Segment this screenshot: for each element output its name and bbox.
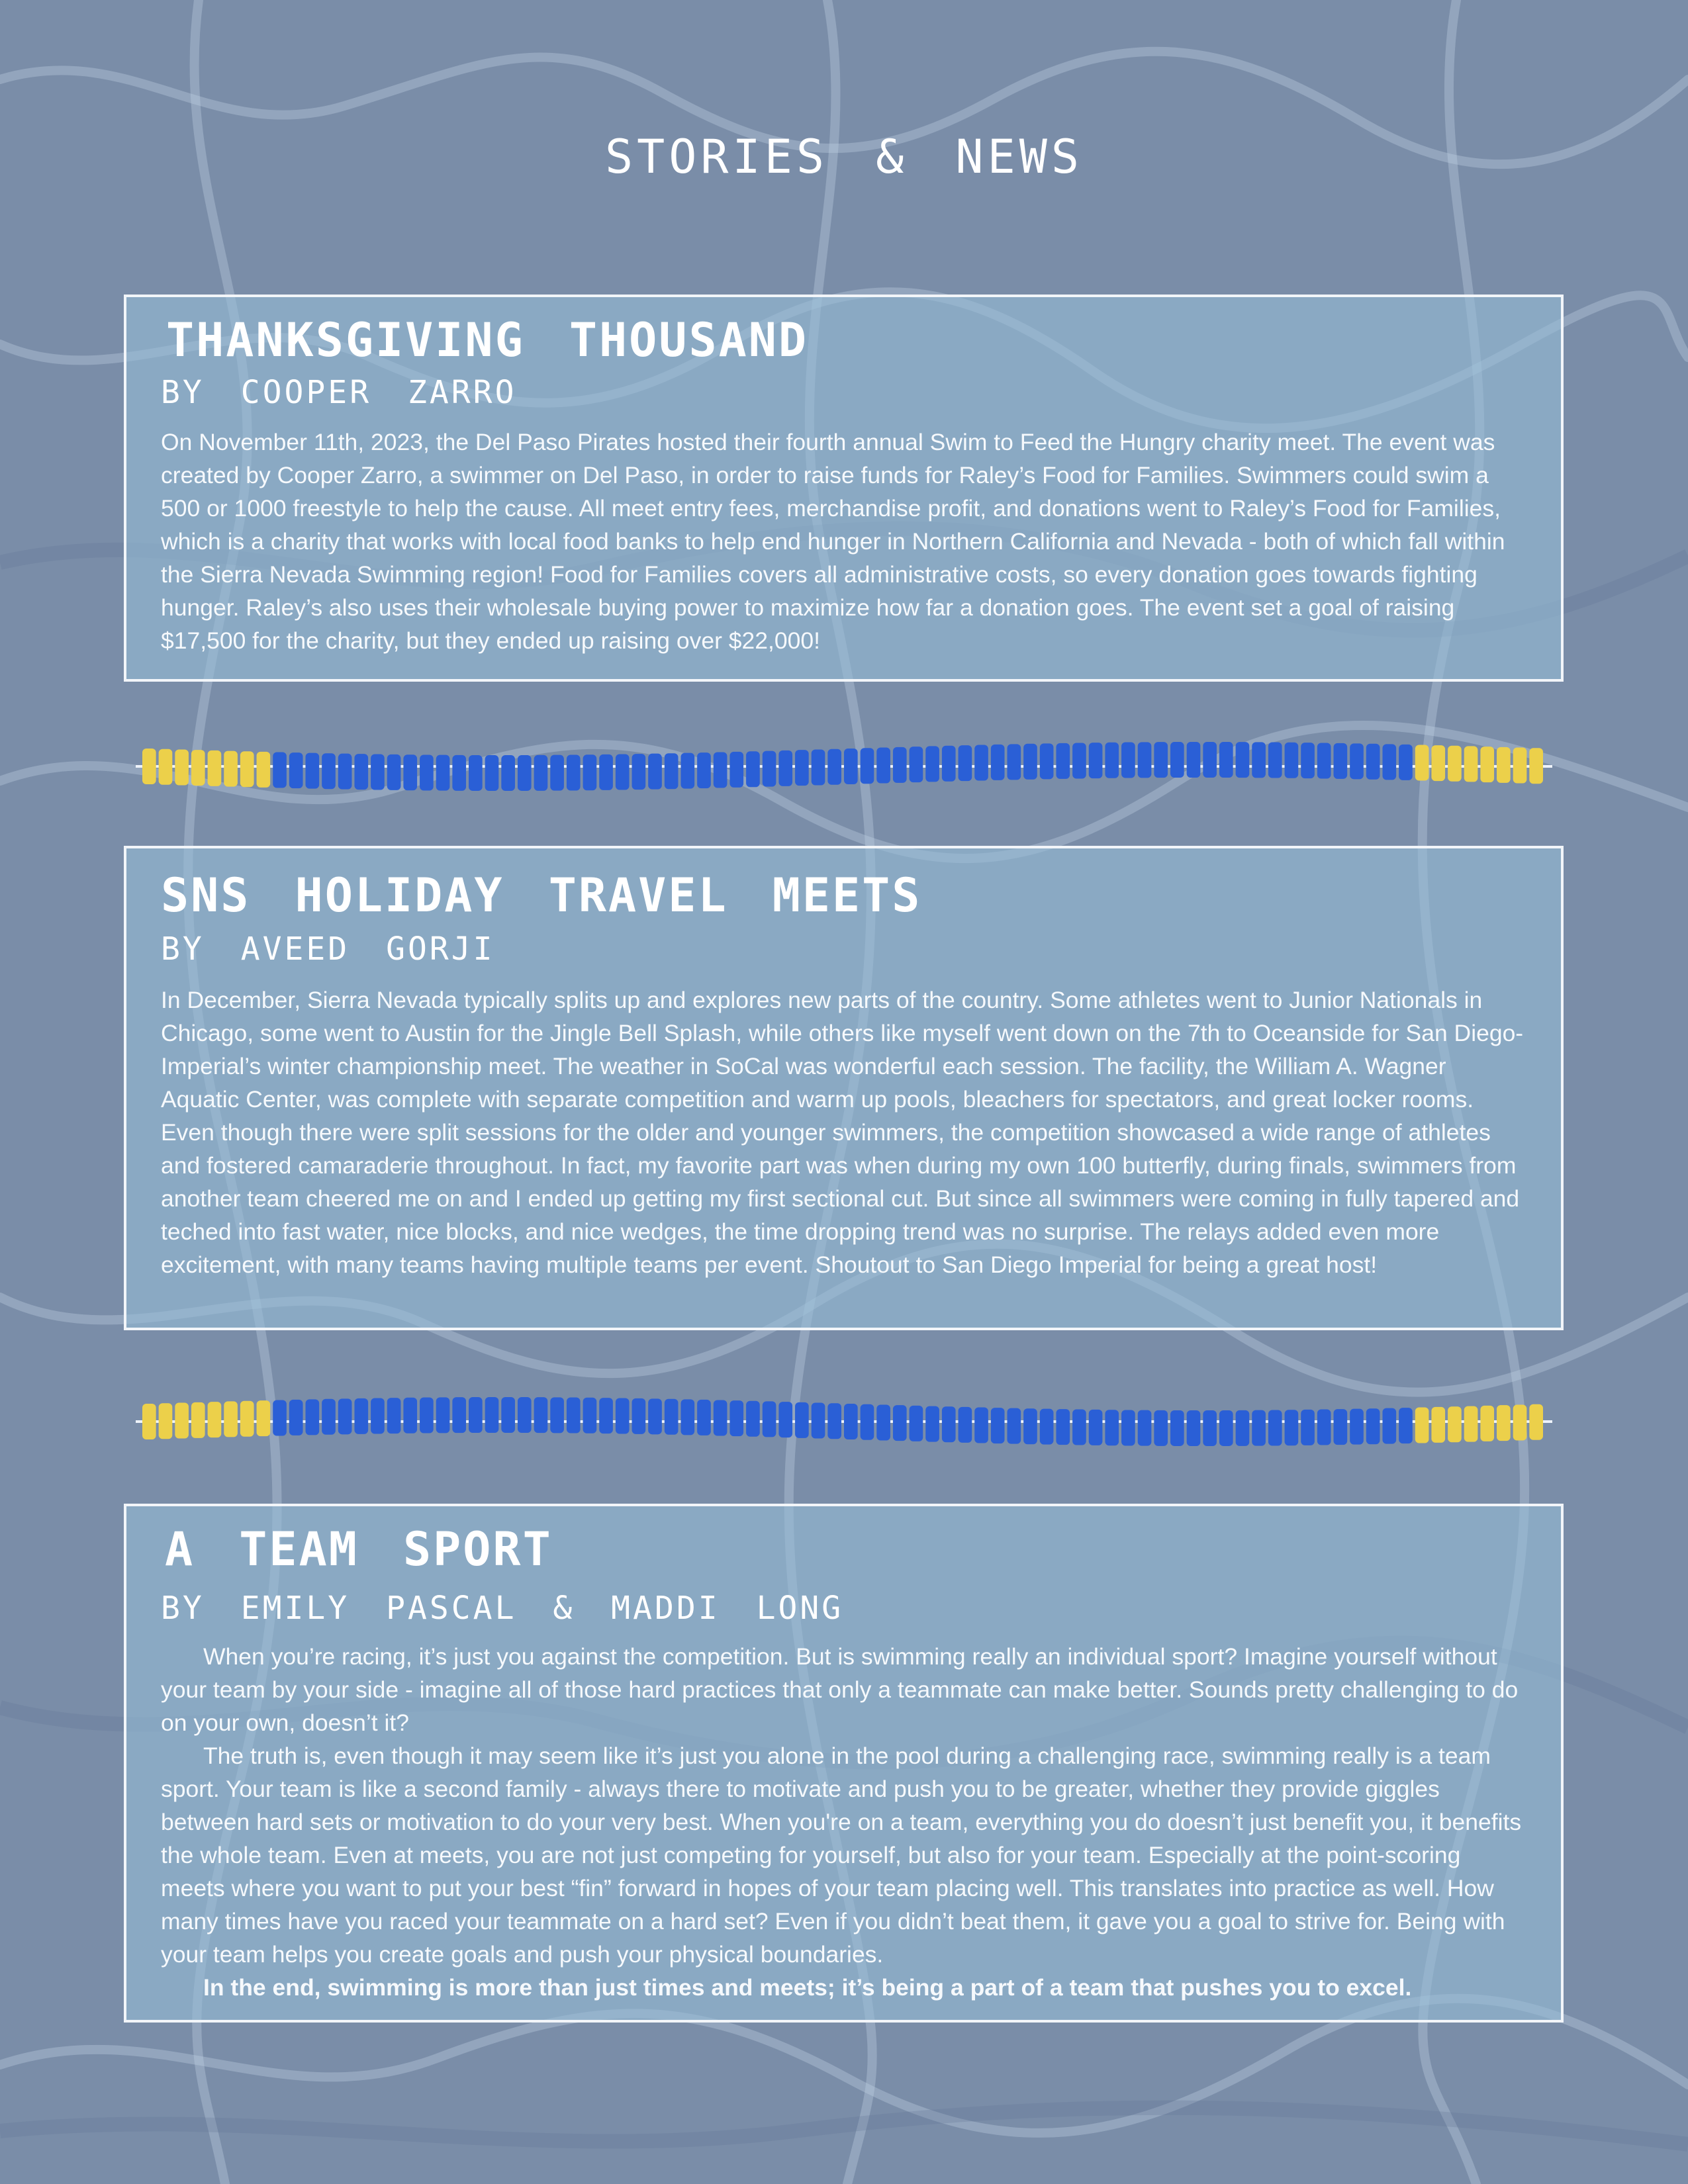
lane-float-blue	[844, 749, 858, 784]
lane-float-blue	[746, 1401, 760, 1437]
lane-float-blue	[1023, 1408, 1037, 1444]
lane-float-yellow	[159, 749, 173, 785]
lane-float-yellow	[159, 1403, 173, 1439]
lane-float-blue	[599, 1398, 613, 1433]
article-closing-line: In the end, swimming is more than just times and meets; it’s being a part of a team that pushes you to excel.	[203, 1974, 1412, 2001]
lane-float-blue	[778, 751, 792, 786]
lane-float-blue	[1138, 742, 1152, 778]
lane-float-yellow	[1480, 1406, 1494, 1441]
lane-float-blue	[1072, 1410, 1086, 1445]
lane-float-yellow	[257, 752, 271, 788]
lane-float-blue	[1072, 743, 1086, 778]
lane-float-blue	[452, 755, 466, 791]
lane-float-yellow	[1448, 1406, 1462, 1442]
lane-float-blue	[893, 1405, 907, 1441]
lane-float-blue	[1008, 1408, 1021, 1444]
lane-float-yellow	[191, 1402, 205, 1438]
article-title: SNS HOLIDAY TRAVEL MEETS	[161, 868, 922, 923]
lane-float-blue	[469, 1397, 483, 1433]
lane-float-blue	[273, 1400, 287, 1435]
lane-float-blue	[648, 754, 662, 790]
lane-float-blue	[925, 746, 939, 782]
lane-float-blue	[1154, 1410, 1168, 1446]
lane-float-blue	[583, 1398, 597, 1433]
lane-float-blue	[910, 1406, 923, 1441]
lane-float-blue	[665, 1399, 679, 1435]
lane-float-blue	[746, 751, 760, 787]
lane-float-blue	[827, 749, 841, 785]
lane-float-blue	[1121, 743, 1135, 778]
lane-float-yellow	[142, 1404, 156, 1439]
lane-float-blue	[1154, 742, 1168, 778]
lane-float-yellow	[224, 1401, 238, 1437]
lane-float-blue	[1187, 742, 1201, 778]
lane-float-blue	[959, 745, 972, 781]
lane-float-blue	[1236, 742, 1250, 778]
lane-float-yellow	[1480, 747, 1494, 782]
lane-float-blue	[403, 754, 417, 790]
lane-float-blue	[697, 1400, 711, 1435]
article-a-team-sport	[124, 1504, 1564, 2023]
lane-float-blue	[844, 1404, 858, 1439]
lane-float-blue	[534, 1397, 548, 1433]
lane-float-blue	[550, 755, 564, 791]
lane-float-blue	[1399, 1408, 1413, 1443]
lane-float-blue	[974, 1408, 988, 1443]
lane-float-blue	[403, 1398, 417, 1433]
lane-float-blue	[1040, 1409, 1054, 1445]
lane-float-yellow	[1431, 745, 1445, 781]
lane-float-blue	[1219, 1410, 1233, 1446]
lane-float-blue	[680, 1399, 694, 1435]
lane-float-blue	[632, 754, 646, 790]
lane-float-yellow	[1464, 746, 1478, 782]
lane-float-yellow	[175, 1403, 189, 1439]
lane-float-blue	[354, 1398, 368, 1434]
lane-float-blue	[680, 753, 694, 789]
lane-float-blue	[632, 1398, 646, 1434]
lane-float-blue	[1252, 742, 1266, 778]
lane-float-blue	[925, 1406, 939, 1442]
lane-float-blue	[812, 749, 825, 785]
lane-float-blue	[1317, 1410, 1331, 1445]
lane-float-yellow	[1464, 1406, 1478, 1442]
lane-float-blue	[567, 754, 581, 790]
lane-float-blue	[469, 755, 483, 791]
lane-float-blue	[289, 752, 303, 788]
lane-float-blue	[861, 748, 874, 784]
lane-float-blue	[1382, 1408, 1396, 1444]
lane-float-blue	[1382, 744, 1396, 780]
article-body	[161, 983, 1526, 1281]
page-title: STORIES & NEWS	[604, 130, 1083, 184]
lane-float-blue	[1252, 1410, 1266, 1446]
article-paragraph: In December, Sierra Nevada typically splits up and explores new parts of the country. Some athletes went to Junior Nationals in Chicago, some went to Austin for the Jingle Bell Splash, while others like myself went down on the 7th to Oceanside for San Diego-Imperial’s winter championship meet. The weather in SoCal was wonderful each session. The facility, the William A. Wagner Aquatic Center, was complete with separate competition and warm up pools, bleachers for spectators, and great locker rooms. Even though there were split sessions for the older and younger swimmers, the competition showcased a wide range of athletes and fostered camaraderie throughout. In fact, my favorite part was when during my own 100 butterfly, during finals, swimmers from another team cheered me on and I ended up getting my first sectional cut. But since all swimmers were coming in fully tapered and teched into fast water, nice blocks, and nice wedges, the time dropping trend was no surprise. The relays added even more excitement, with many teams having multiple teams per event. Shoutout to San Diego Imperial for being a great host!	[161, 987, 1524, 1278]
lane-float-blue	[714, 1400, 727, 1435]
lane-float-blue	[1301, 743, 1315, 778]
lane-float-blue	[599, 754, 613, 790]
lane-float-blue	[1023, 744, 1037, 780]
lane-float-blue	[420, 1398, 434, 1433]
article-paragraph: When you’re racing, it’s just you against the competition. But is swimming really an individual sport? Imagine yourself without your team by your side - imagine all of those hard practices that only a teammate can make better. Sounds pretty challenging to do on your own, doesn’t it?	[161, 1643, 1519, 1736]
lane-float-blue	[1350, 1409, 1364, 1445]
lane-float-blue	[1203, 1410, 1217, 1446]
lane-float-blue	[322, 753, 336, 789]
lane-float-blue	[306, 753, 320, 789]
lane-float-blue	[518, 1397, 532, 1433]
lane-float-blue	[1285, 743, 1299, 778]
lane-float-blue	[1366, 744, 1380, 780]
lane-float-blue	[1301, 1410, 1315, 1445]
lane-float-blue	[1008, 744, 1021, 780]
lane-float-blue	[942, 746, 956, 782]
article-byline: BY AVEED GORJI	[161, 931, 495, 968]
lane-float-yellow	[224, 751, 238, 787]
lane-float-blue	[501, 755, 515, 791]
lane-float-blue	[1170, 1410, 1184, 1446]
lane-float-blue	[795, 1402, 809, 1438]
lane-float-blue	[306, 1399, 320, 1435]
article-title: A TEAM SPORT	[165, 1522, 553, 1576]
lane-float-blue	[876, 1404, 890, 1440]
lane-float-blue	[289, 1400, 303, 1435]
lane-float-blue	[616, 754, 630, 790]
lane-float-blue	[1334, 1409, 1348, 1445]
lane-float-blue	[1366, 1408, 1380, 1444]
lane-float-blue	[893, 747, 907, 783]
lane-float-blue	[1268, 1410, 1282, 1445]
lane-float-blue	[665, 753, 679, 789]
lane-float-blue	[1334, 743, 1348, 779]
lane-float-blue	[1105, 1410, 1119, 1445]
lane-float-blue	[583, 754, 597, 790]
lane-float-blue	[1089, 743, 1103, 778]
lane-float-blue	[1399, 745, 1413, 780]
lane-float-blue	[827, 1403, 841, 1439]
article-thanksgiving-thousand	[124, 295, 1564, 682]
lane-float-blue	[338, 1398, 352, 1434]
lane-float-blue	[1138, 1410, 1152, 1446]
lane-float-blue	[763, 1401, 776, 1437]
lane-float-blue	[387, 1398, 401, 1433]
lane-float-yellow	[240, 1401, 254, 1437]
lane-float-blue	[1089, 1410, 1103, 1445]
lane-float-yellow	[1529, 748, 1543, 784]
lane-float-blue	[1203, 742, 1217, 778]
lane-float-blue	[436, 1397, 450, 1433]
lane-float-blue	[861, 1404, 874, 1440]
lane-float-yellow	[142, 749, 156, 784]
lane-float-blue	[273, 752, 287, 788]
lane-float-blue	[1056, 1409, 1070, 1445]
lane-float-yellow	[208, 1402, 222, 1437]
lane-float-blue	[959, 1407, 972, 1443]
lane-float-blue	[1317, 743, 1331, 778]
lane-float-yellow	[191, 750, 205, 786]
lane-float-yellow	[1448, 746, 1462, 782]
lane-line-divider	[136, 1388, 1552, 1455]
lane-float-blue	[812, 1403, 825, 1439]
lane-float-blue	[763, 751, 776, 787]
lane-float-blue	[322, 1399, 336, 1435]
lane-float-yellow	[1513, 748, 1527, 784]
lane-float-blue	[616, 1398, 630, 1433]
lane-float-blue	[1040, 743, 1054, 779]
lane-float-blue	[729, 752, 743, 788]
lane-float-blue	[1105, 743, 1119, 778]
lane-float-blue	[1056, 743, 1070, 779]
lane-float-blue	[697, 752, 711, 788]
lane-float-yellow	[1529, 1404, 1543, 1440]
lane-float-blue	[1285, 1410, 1299, 1445]
lane-float-blue	[371, 754, 385, 790]
lane-float-yellow	[208, 751, 222, 786]
lane-float-yellow	[1431, 1407, 1445, 1443]
lane-float-blue	[436, 755, 450, 791]
lane-float-blue	[534, 755, 548, 791]
lane-float-blue	[1187, 1410, 1201, 1446]
lane-float-blue	[550, 1397, 564, 1433]
lane-float-blue	[371, 1398, 385, 1433]
lane-float-blue	[974, 745, 988, 780]
lane-float-yellow	[1497, 1405, 1511, 1441]
lane-float-yellow	[1497, 747, 1511, 783]
lane-float-yellow	[240, 751, 254, 787]
article-sns-holiday-travel-meets	[124, 846, 1564, 1330]
lane-float-blue	[1268, 743, 1282, 778]
article-paragraph: On November 11th, 2023, the Del Paso Pirates hosted their fourth annual Swim to Feed the Hungry charity meet. The event was created by Cooper Zarro, a swimmer on Del Paso, in order to raise funds for Raley’s Food for Families. Swimmers could swim a 500 or 1000 freestyle to help the cause. All meet entry fees, merchandise profit, and donations went to Raley’s Food for Families, which is a charity that works with local food banks to help end hunger in Northern California and Nevada - both of which fall within the Sierra Nevada Swimming region! Food for Families covers all administrative costs, so every donation goes towards fighting hunger. Raley’s also uses their wholesale buying power to maximize how far a donation goes. The event set a goal of raising $17,500 for the charity, but they ended up raising over $22,000!	[161, 429, 1505, 654]
lane-float-yellow	[1513, 1404, 1527, 1440]
lane-float-blue	[778, 1402, 792, 1437]
article-byline: BY COOPER ZARRO	[161, 374, 517, 411]
lane-float-blue	[501, 1397, 515, 1433]
lane-float-yellow	[257, 1400, 271, 1436]
lane-float-blue	[485, 755, 499, 791]
lane-float-blue	[387, 754, 401, 790]
lane-float-blue	[1350, 743, 1364, 779]
lane-float-blue	[518, 755, 532, 791]
lane-float-blue	[648, 1398, 662, 1434]
article-body	[161, 1640, 1526, 2004]
lane-float-blue	[338, 754, 352, 790]
article-body	[161, 426, 1526, 657]
lane-float-blue	[991, 745, 1005, 780]
lane-float-yellow	[175, 749, 189, 785]
lane-float-blue	[876, 748, 890, 784]
lane-float-blue	[452, 1397, 466, 1433]
lane-float-blue	[420, 754, 434, 790]
lane-line-divider	[136, 733, 1552, 799]
lane-float-blue	[942, 1406, 956, 1442]
lane-float-yellow	[1415, 745, 1429, 780]
lane-float-blue	[1219, 742, 1233, 778]
lane-float-blue	[910, 747, 923, 782]
lane-float-blue	[729, 1400, 743, 1436]
lane-float-blue	[991, 1408, 1005, 1443]
article-title: THANKSGIVING THOUSAND	[166, 313, 809, 367]
lane-float-yellow	[1415, 1408, 1429, 1443]
lane-float-blue	[485, 1397, 499, 1433]
lane-float-blue	[1236, 1410, 1250, 1446]
article-paragraph: The truth is, even though it may seem like it’s just you alone in the pool during a challenging race, swimming really is a team sport. Your team is like a second family - always there to motivate and push you to be greater, whether they provide giggles between hard sets or motivation to do your very best. When you're on a team, everything you do doesn’t just benefit you, it benefits the whole team. Even at meets, you are not just competing for yourself, but also for your team. Especially at the point-scoring meets where you want to put your best “fin” forward in hopes of your team placing well. This translates into practice as well. How many times have you raced your teammate on a hard set? Even if you didn’t beat them, it gave you a goal to strive for. Being with your team helps you create goals and push your physical boundaries.	[161, 1743, 1522, 1968]
lane-float-blue	[1121, 1410, 1135, 1445]
lane-float-blue	[567, 1398, 581, 1433]
lane-float-blue	[1170, 742, 1184, 778]
lane-float-blue	[354, 754, 368, 790]
lane-float-blue	[714, 752, 727, 788]
article-byline: BY EMILY PASCAL & MADDI LONG	[161, 1590, 844, 1627]
lane-float-blue	[795, 750, 809, 786]
